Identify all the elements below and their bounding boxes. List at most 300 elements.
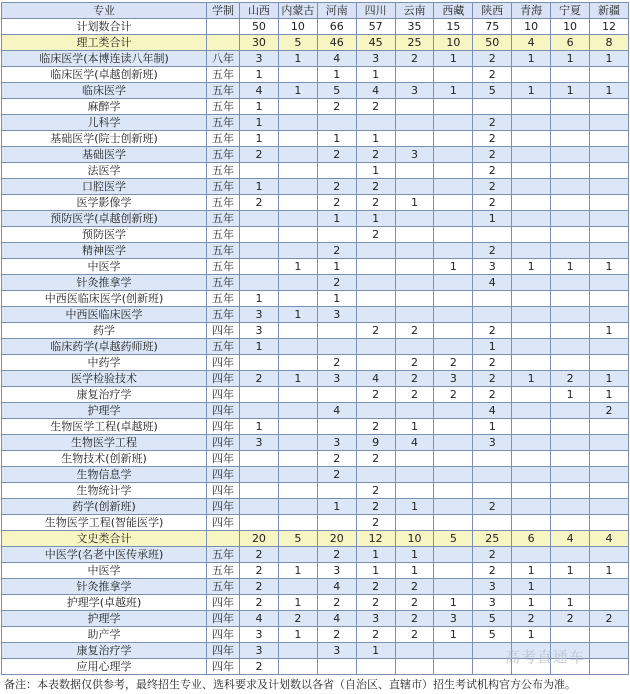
quota-cell: 3 (434, 371, 473, 387)
quota-cell (434, 547, 473, 563)
major-name: 法医学 (2, 163, 207, 179)
quota-cell: 6 (512, 531, 551, 547)
quota-cell (551, 275, 590, 291)
quota-cell: 2 (317, 147, 356, 163)
quota-cell: 1 (317, 291, 356, 307)
quota-cell: 1 (395, 547, 434, 563)
duration: 五年 (207, 275, 240, 291)
quota-cell: 2 (473, 563, 512, 579)
quota-cell (512, 483, 551, 499)
duration (207, 35, 240, 51)
quota-cell (278, 515, 317, 531)
quota-cell (590, 451, 629, 467)
quota-cell (551, 115, 590, 131)
header-province: 陕西 (473, 3, 512, 19)
quota-cell: 1 (473, 339, 512, 355)
quota-cell: 45 (356, 35, 395, 51)
table-row (2, 179, 629, 195)
quota-cell: 4 (240, 611, 279, 627)
table-row (2, 595, 629, 611)
quota-cell (590, 595, 629, 611)
quota-cell (512, 179, 551, 195)
quota-cell (590, 147, 629, 163)
quota-cell: 2 (395, 627, 434, 643)
quota-cell: 2 (356, 515, 395, 531)
duration: 四年 (207, 419, 240, 435)
quota-cell (278, 99, 317, 115)
quota-cell: 5 (473, 627, 512, 643)
duration: 五年 (207, 147, 240, 163)
quota-cell (590, 163, 629, 179)
major-name: 生物医学工程(卓越班) (2, 419, 207, 435)
quota-cell: 2 (317, 547, 356, 563)
quota-cell (278, 195, 317, 211)
quota-cell: 3 (473, 579, 512, 595)
major-name: 中药学 (2, 355, 207, 371)
quota-cell (395, 131, 434, 147)
quota-cell: 50 (473, 35, 512, 51)
table-row (2, 579, 629, 595)
table-row (2, 147, 629, 163)
quota-cell: 1 (512, 259, 551, 275)
table-row (2, 99, 629, 115)
quota-cell: 5 (278, 531, 317, 547)
quota-cell (240, 275, 279, 291)
quota-cell (356, 243, 395, 259)
quota-cell (278, 467, 317, 483)
quota-cell (278, 275, 317, 291)
quota-cell (551, 451, 590, 467)
major-name: 中西医临床医学 (2, 307, 207, 323)
quota-cell (278, 451, 317, 467)
quota-cell (434, 291, 473, 307)
quota-cell: 30 (240, 35, 279, 51)
table-row (2, 387, 629, 403)
quota-cell (512, 419, 551, 435)
table-row (2, 483, 629, 499)
quota-cell: 1 (434, 51, 473, 67)
quota-cell (395, 275, 434, 291)
duration: 五年 (207, 291, 240, 307)
major-name: 药学 (2, 323, 207, 339)
quota-cell: 2 (590, 403, 629, 419)
quota-cell: 66 (317, 19, 356, 35)
quota-cell (551, 227, 590, 243)
quota-cell (512, 499, 551, 515)
quota-cell (512, 323, 551, 339)
quota-cell: 4 (473, 403, 512, 419)
major-name: 生物信息学 (2, 467, 207, 483)
quota-cell: 2 (434, 387, 473, 403)
duration: 五年 (207, 307, 240, 323)
quota-cell (551, 435, 590, 451)
quota-cell: 2 (356, 227, 395, 243)
quota-cell: 3 (356, 51, 395, 67)
quota-cell (395, 515, 434, 531)
quota-cell: 2 (278, 611, 317, 627)
quota-cell (473, 483, 512, 499)
quota-cell: 10 (395, 531, 434, 547)
table-row (2, 83, 629, 99)
duration: 八年 (207, 51, 240, 67)
quota-cell: 1 (356, 131, 395, 147)
quota-cell (590, 579, 629, 595)
quota-cell (395, 291, 434, 307)
quota-cell (240, 387, 279, 403)
quota-cell (356, 115, 395, 131)
quota-cell: 2 (356, 179, 395, 195)
quota-cell: 12 (356, 531, 395, 547)
quota-cell: 5 (317, 83, 356, 99)
quota-cell (551, 355, 590, 371)
quota-cell (434, 195, 473, 211)
quota-cell: 1 (240, 291, 279, 307)
quota-cell: 2 (473, 323, 512, 339)
duration: 五年 (207, 115, 240, 131)
quota-cell: 5 (278, 35, 317, 51)
quota-cell (317, 659, 356, 675)
quota-cell (395, 643, 434, 659)
quota-cell (240, 515, 279, 531)
quota-cell (434, 659, 473, 675)
quota-cell: 1 (395, 499, 434, 515)
duration: 四年 (207, 451, 240, 467)
quota-cell (590, 355, 629, 371)
quota-cell (551, 307, 590, 323)
quota-cell: 2 (395, 51, 434, 67)
quota-cell (590, 211, 629, 227)
duration: 五年 (207, 563, 240, 579)
table-row (2, 499, 629, 515)
duration: 四年 (207, 643, 240, 659)
quota-cell: 2 (395, 387, 434, 403)
quota-cell: 2 (240, 579, 279, 595)
quota-cell: 1 (317, 211, 356, 227)
major-name: 文史类合计 (2, 531, 207, 547)
table-row (2, 115, 629, 131)
quota-cell (551, 195, 590, 211)
quota-cell: 1 (317, 67, 356, 83)
quota-cell (434, 115, 473, 131)
table-row (2, 611, 629, 627)
quota-cell: 1 (590, 83, 629, 99)
quota-cell (278, 339, 317, 355)
quota-cell: 4 (317, 579, 356, 595)
quota-cell (590, 643, 629, 659)
quota-cell: 3 (240, 627, 279, 643)
quota-cell (551, 419, 590, 435)
quota-cell (356, 339, 395, 355)
header-province: 新疆 (590, 3, 629, 19)
quota-cell: 2 (473, 51, 512, 67)
quota-cell: 1 (278, 307, 317, 323)
quota-cell (590, 115, 629, 131)
quota-cell (551, 179, 590, 195)
quota-cell (551, 483, 590, 499)
quota-cell (434, 163, 473, 179)
quota-cell (278, 435, 317, 451)
quota-cell (278, 659, 317, 675)
footnote: 备注：本表数据仅供参考，最终招生专业、选科要求及计划数以各省（自治区、直辖市）招生考试机构官方公布为准。 (4, 678, 576, 691)
duration: 四年 (207, 627, 240, 643)
quota-cell: 6 (551, 35, 590, 51)
quota-cell: 4 (395, 435, 434, 451)
major-name: 应用心理学 (2, 659, 207, 675)
quota-cell: 2 (473, 131, 512, 147)
quota-cell (512, 211, 551, 227)
quota-cell (278, 387, 317, 403)
quota-cell: 1 (356, 211, 395, 227)
quota-cell: 1 (590, 387, 629, 403)
duration: 五年 (207, 83, 240, 99)
quota-cell: 2 (240, 595, 279, 611)
quota-cell (434, 515, 473, 531)
quota-cell: 2 (317, 355, 356, 371)
duration: 五年 (207, 211, 240, 227)
quota-cell (551, 403, 590, 419)
quota-cell: 1 (395, 563, 434, 579)
quota-cell: 1 (395, 195, 434, 211)
quota-cell (512, 227, 551, 243)
quota-cell: 5 (473, 611, 512, 627)
quota-cell: 2 (473, 147, 512, 163)
quota-cell: 8 (590, 35, 629, 51)
table-row (2, 259, 629, 275)
quota-cell: 2 (473, 371, 512, 387)
quota-cell (590, 339, 629, 355)
quota-cell (356, 467, 395, 483)
quota-cell (356, 275, 395, 291)
quota-cell (240, 259, 279, 275)
quota-cell (590, 483, 629, 499)
quota-cell (278, 131, 317, 147)
quota-cell: 1 (590, 259, 629, 275)
quota-cell: 1 (356, 163, 395, 179)
quota-cell: 1 (590, 371, 629, 387)
quota-cell: 10 (278, 19, 317, 35)
header-province: 河南 (317, 3, 356, 19)
major-name: 中医学(名老中医传承班) (2, 547, 207, 563)
quota-cell: 2 (473, 547, 512, 563)
quota-cell: 2 (395, 611, 434, 627)
quota-cell (551, 579, 590, 595)
quota-cell (434, 275, 473, 291)
table-row (2, 227, 629, 243)
major-name: 针灸推拿学 (2, 275, 207, 291)
quota-cell (434, 99, 473, 115)
quota-cell: 2 (590, 611, 629, 627)
major-name: 针灸推拿学 (2, 579, 207, 595)
quota-cell (590, 627, 629, 643)
quota-cell: 1 (551, 563, 590, 579)
table-row (2, 451, 629, 467)
quota-cell: 2 (473, 163, 512, 179)
quota-cell: 1 (512, 371, 551, 387)
quota-cell: 2 (395, 371, 434, 387)
header-row (2, 3, 629, 19)
quota-cell (512, 467, 551, 483)
major-name: 临床医学(本博连读八年制) (2, 51, 207, 67)
quota-cell: 1 (434, 627, 473, 643)
major-name: 助产学 (2, 627, 207, 643)
quota-cell: 1 (278, 563, 317, 579)
quota-cell: 4 (512, 35, 551, 51)
quota-cell: 2 (317, 99, 356, 115)
quota-cell (395, 659, 434, 675)
quota-cell (434, 419, 473, 435)
quota-cell: 1 (240, 67, 279, 83)
quota-cell (551, 323, 590, 339)
quota-cell (473, 307, 512, 323)
table-row (2, 435, 629, 451)
quota-cell: 1 (317, 259, 356, 275)
quota-cell (512, 307, 551, 323)
quota-cell (317, 163, 356, 179)
quota-cell (278, 403, 317, 419)
quota-cell (356, 403, 395, 419)
duration: 四年 (207, 595, 240, 611)
quota-cell: 3 (356, 611, 395, 627)
quota-cell: 2 (317, 627, 356, 643)
major-name: 基础医学 (2, 147, 207, 163)
quota-cell: 2 (240, 371, 279, 387)
quota-cell (590, 291, 629, 307)
quota-cell: 1 (512, 563, 551, 579)
quota-cell (590, 195, 629, 211)
quota-cell: 10 (512, 19, 551, 35)
quota-cell: 3 (240, 435, 279, 451)
quota-cell (395, 483, 434, 499)
major-name: 生物医学工程(智能医学) (2, 515, 207, 531)
duration: 四年 (207, 467, 240, 483)
quota-cell: 2 (473, 243, 512, 259)
quota-cell: 1 (551, 51, 590, 67)
duration: 五年 (207, 547, 240, 563)
quota-cell (551, 147, 590, 163)
quota-cell: 57 (356, 19, 395, 35)
quota-cell (590, 499, 629, 515)
quota-cell (512, 339, 551, 355)
quota-cell (434, 563, 473, 579)
duration: 四年 (207, 659, 240, 675)
quota-cell (512, 451, 551, 467)
quota-cell: 4 (551, 531, 590, 547)
quota-cell (317, 387, 356, 403)
quota-cell: 1 (551, 259, 590, 275)
quota-cell: 3 (395, 147, 434, 163)
quota-cell (551, 243, 590, 259)
quota-cell (434, 131, 473, 147)
quota-cell: 3 (240, 643, 279, 659)
quota-cell: 1 (317, 131, 356, 147)
quota-cell (395, 99, 434, 115)
quota-cell (317, 483, 356, 499)
table-row (2, 67, 629, 83)
table-row (2, 515, 629, 531)
quota-cell (395, 307, 434, 323)
quota-cell: 2 (473, 195, 512, 211)
quota-cell (512, 163, 551, 179)
quota-cell: 3 (317, 435, 356, 451)
quota-cell (473, 99, 512, 115)
major-name: 理工类合计 (2, 35, 207, 51)
quota-cell: 1 (512, 83, 551, 99)
table-row (2, 403, 629, 419)
quota-cell (590, 179, 629, 195)
enrollment-plan-table (1, 2, 629, 675)
quota-cell: 1 (356, 643, 395, 659)
quota-cell (590, 435, 629, 451)
quota-cell (278, 115, 317, 131)
quota-cell: 2 (395, 579, 434, 595)
quota-cell: 5 (473, 83, 512, 99)
quota-cell: 2 (434, 355, 473, 371)
header-province: 西藏 (434, 3, 473, 19)
major-name: 护理学 (2, 611, 207, 627)
quota-cell: 3 (240, 307, 279, 323)
quota-cell (434, 579, 473, 595)
quota-cell: 2 (317, 179, 356, 195)
quota-cell (278, 547, 317, 563)
table-row (2, 275, 629, 291)
quota-cell (512, 275, 551, 291)
quota-cell: 2 (551, 371, 590, 387)
quota-cell: 1 (240, 179, 279, 195)
quota-cell (434, 467, 473, 483)
major-name: 中西医临床医学(创新班) (2, 291, 207, 307)
quota-cell: 1 (278, 259, 317, 275)
quota-cell: 2 (473, 499, 512, 515)
quota-cell (551, 515, 590, 531)
major-name: 生物统计学 (2, 483, 207, 499)
quota-cell (434, 499, 473, 515)
quota-cell (551, 547, 590, 563)
duration: 四年 (207, 323, 240, 339)
quota-cell: 1 (551, 83, 590, 99)
quota-cell: 1 (512, 579, 551, 595)
quota-cell (434, 323, 473, 339)
quota-cell: 3 (473, 595, 512, 611)
quota-cell: 3 (473, 435, 512, 451)
duration: 五年 (207, 179, 240, 195)
major-name: 生物技术(创新班) (2, 451, 207, 467)
quota-cell (434, 451, 473, 467)
quota-cell: 1 (512, 595, 551, 611)
quota-cell (278, 355, 317, 371)
major-name: 基础医学(院士创新班) (2, 131, 207, 147)
quota-cell (356, 307, 395, 323)
table-row (2, 467, 629, 483)
quota-cell (590, 467, 629, 483)
quota-cell (512, 355, 551, 371)
quota-cell: 3 (240, 323, 279, 339)
duration: 五年 (207, 243, 240, 259)
major-name: 药学(创新班) (2, 499, 207, 515)
quota-cell: 4 (356, 371, 395, 387)
quota-cell (240, 467, 279, 483)
table-row (2, 243, 629, 259)
quota-cell (395, 467, 434, 483)
major-name: 口腔医学 (2, 179, 207, 195)
quota-cell: 1 (278, 83, 317, 99)
quota-cell: 15 (434, 19, 473, 35)
quota-cell: 2 (356, 451, 395, 467)
quota-cell (551, 339, 590, 355)
duration (207, 19, 240, 35)
major-name: 精神医学 (2, 243, 207, 259)
quota-cell (395, 115, 434, 131)
quota-cell (395, 211, 434, 227)
